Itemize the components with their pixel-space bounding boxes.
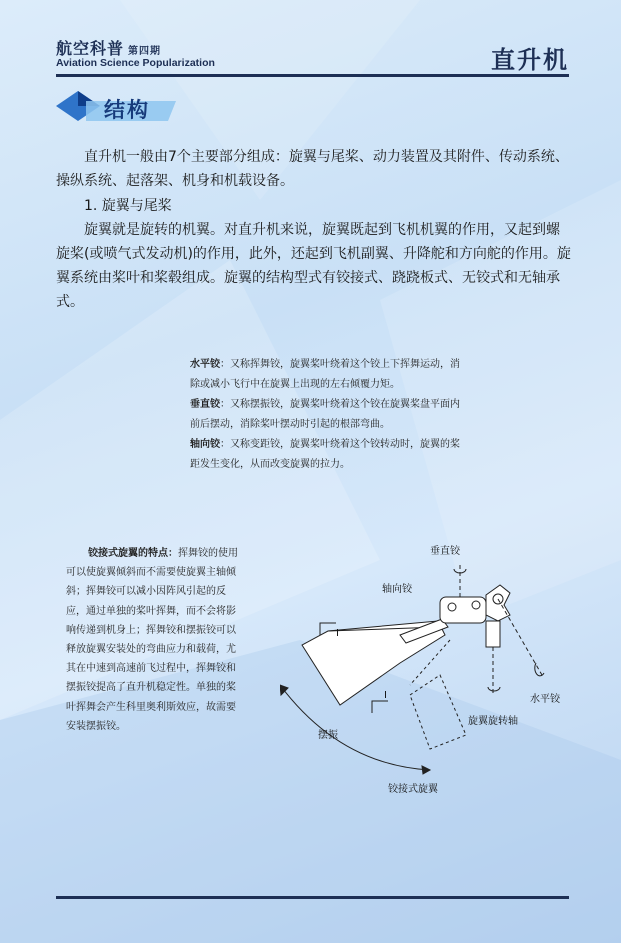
articulated-rotor-diagram [280, 535, 580, 795]
diagram-caption: 铰接式旋翼 [388, 784, 438, 795]
articulated-rotor-features [66, 544, 238, 736]
label-lead-lag: 摆振 [318, 730, 338, 741]
magazine-title [56, 36, 161, 59]
side-text: 挥舞铰的使用可以使旋翼倾斜而不需要使旋翼主轴倾斜；挥舞铰可以减小因阵风引起的反应，通过单独的桨叶挥舞，而不会将影响传递到机身上；挥舞铰和摆振铰可以释放旋翼安装处的弯曲应力和载荷，尤其在中速到高速前飞过程中，挥舞铰和摆振铰提高了直升机稳定性。单独的桨叶挥舞会产生科里奥利斯效应，故需要安装摆振铰。 [66, 548, 238, 732]
body-subheading: 1. 旋翼与尾桨 [84, 198, 172, 214]
label-vertical-hinge: 垂直铰 [430, 546, 460, 557]
issue-label: 第四期 [128, 46, 162, 57]
note-axial-hinge [168, 435, 468, 475]
note-term: 轴向铰 [190, 439, 220, 450]
label-marker-1: I [336, 628, 339, 639]
label-rotor-axis: 旋翼旋转轴 [468, 716, 518, 727]
side-term: 铰接式旋翼的特点： [88, 548, 178, 559]
note-term: 垂直铰 [190, 399, 220, 410]
label-horizontal-hinge: 水平铰 [530, 694, 560, 705]
rotor-shaft [486, 621, 500, 647]
section-title: 结构 [104, 98, 150, 122]
magazine-title-en: Aviation Science Popularization [56, 57, 215, 69]
label-axial-hinge: 轴向铰 [382, 584, 412, 595]
rotor-hub [440, 597, 486, 623]
page-topic: 直升机 [491, 46, 569, 74]
magazine-name: 航空科普 [56, 39, 125, 58]
note-horizontal-hinge [168, 355, 468, 395]
note-term: 水平铰 [190, 359, 220, 370]
body-paragraph-intro: 直升机一般由7个主要部分组成：旋翼与尾桨、动力装置及其附件、传动系统、操纵系统、起落架、机身和机载设备。 [56, 149, 569, 189]
note-text: ：又称变距铰，旋翼桨叶绕着这个铰转动时，旋翼的桨距发生变化，从而改变旋翼的拉力。 [190, 439, 460, 470]
note-vertical-hinge [168, 395, 468, 435]
body-paragraph-rotor: 旋翼就是旋转的机翼。对直升机来说，旋翼既起到飞机机翼的作用，又起到螺旋桨(或喷气式发动机)的作用，此外，还起到飞机副翼、升降舵和方向舵的作用。旋翼系统由桨叶和桨毂组成。旋翼的结构型式有铰接式、跷跷板式、无铰式和无轴承式。 [56, 222, 571, 310]
note-text: ：又称摆振铰，旋翼桨叶绕着这个铰在旋翼桨盘平面内前后摆动，消除桨叶摆动时引起的根部弯曲。 [190, 399, 460, 430]
header-divider [56, 74, 569, 77]
footer-divider [56, 896, 569, 899]
hinge-notes [168, 355, 468, 475]
note-text: ：又称挥舞铰，旋翼桨叶绕着这个铰上下挥舞运动，消除或减小飞行中在旋翼上出现的左右倾覆力矩。 [190, 359, 460, 390]
label-marker-2: I [384, 690, 387, 701]
